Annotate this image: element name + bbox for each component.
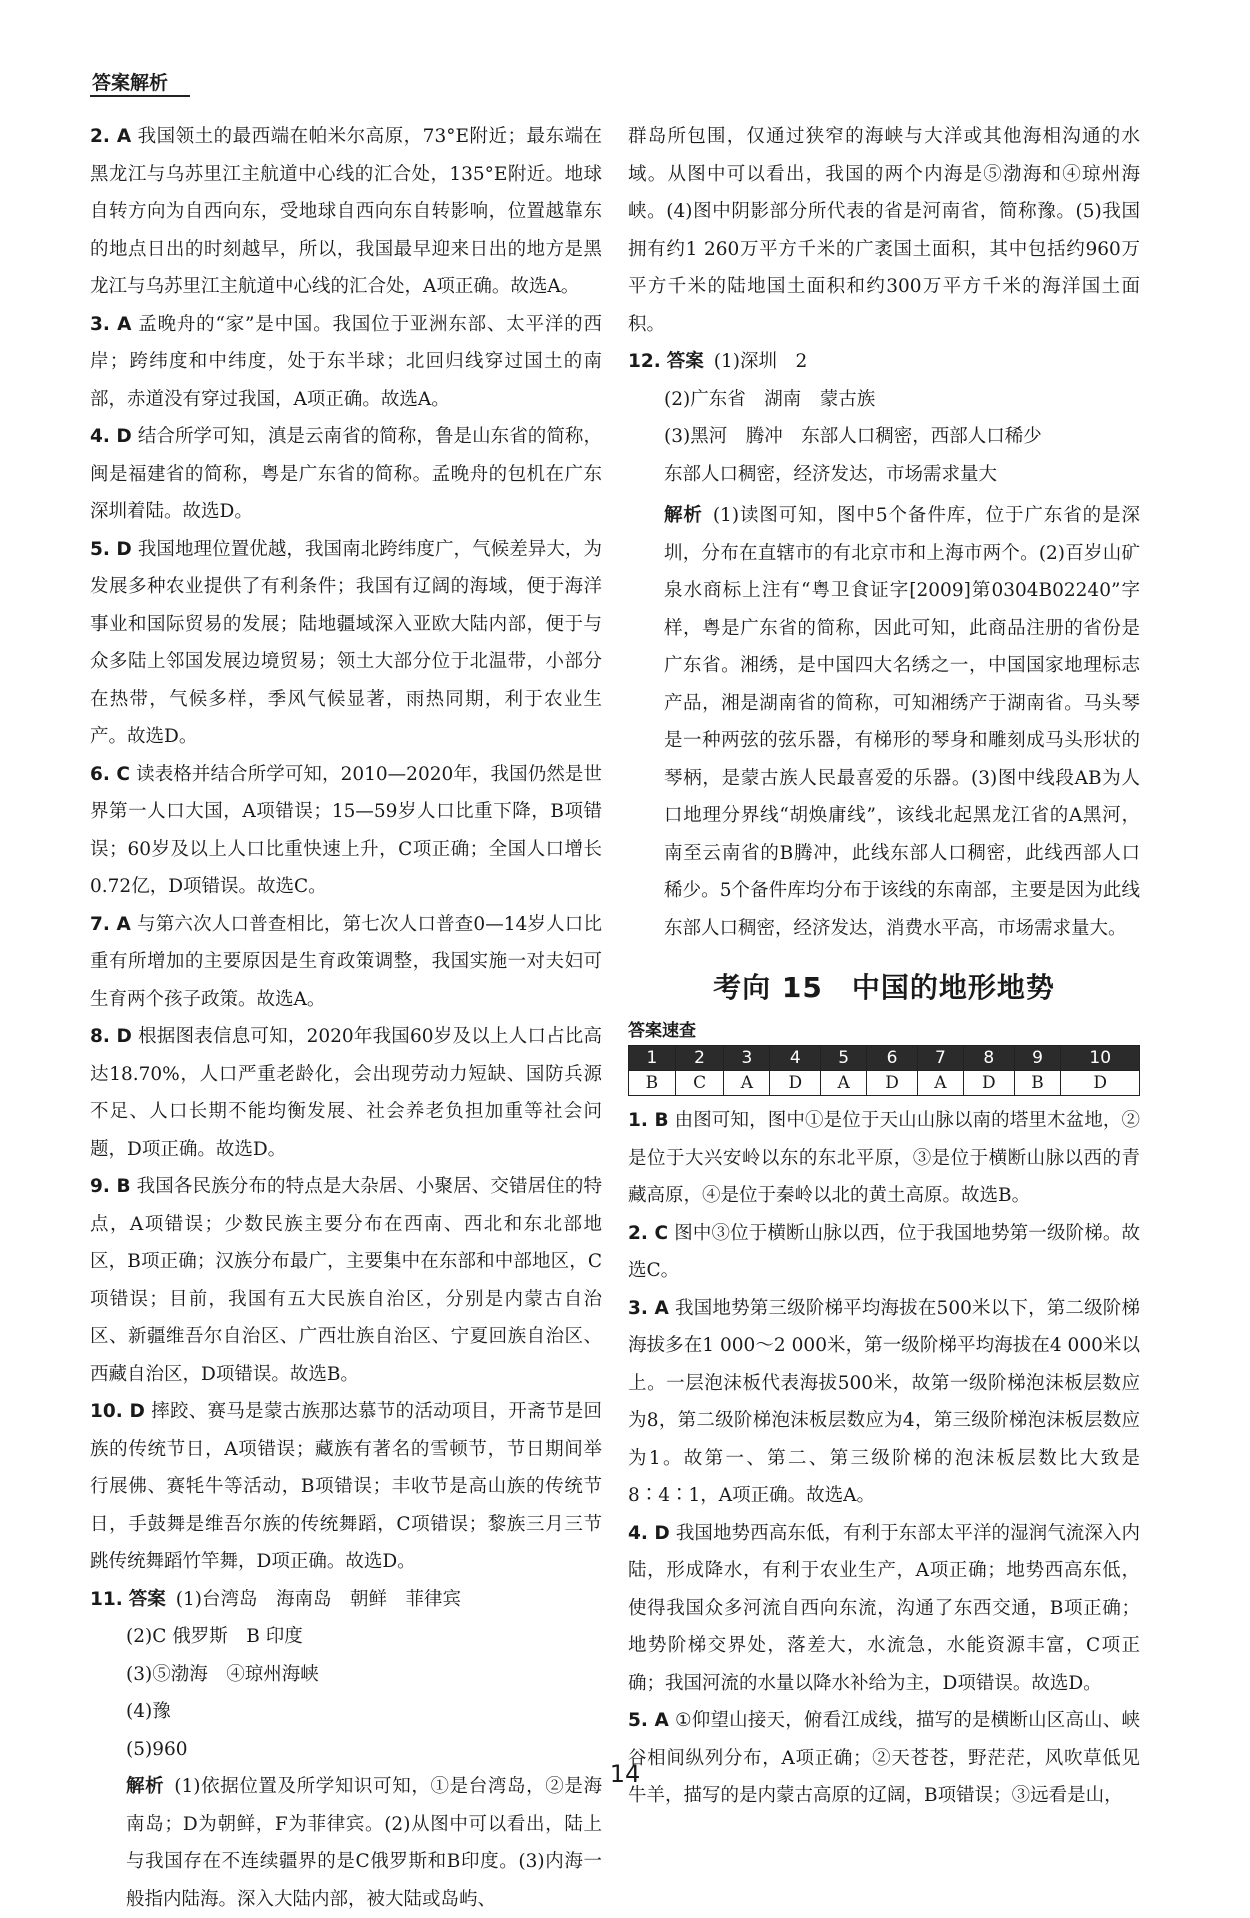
item-number: 12. xyxy=(628,351,661,372)
item-number: 2. A xyxy=(90,126,132,147)
section-item-4 xyxy=(628,1515,1140,1703)
item-number: 1. B xyxy=(628,1110,669,1131)
analysis-continuation: 群岛所包围，仅通过狭窄的海峡与大洋或其他海相沟通的水域。从图中可以看出，我国的两个内海是⑤渤海和④琼州海峡。(4)图中阴影部分所代表的省是河南省，简称豫。(5)我国拥有约1 260万平方千米的广袤国土面积，其中包括约960万平方千米的陆地国土面积和约300万平方千米的海洋国土面积。 xyxy=(628,126,1140,335)
item-number: 5. A xyxy=(628,1710,669,1731)
answer-cell: B xyxy=(1014,1071,1061,1096)
answer-cell: C xyxy=(675,1071,724,1096)
analysis-paragraph xyxy=(628,497,1140,947)
answer-item-9 xyxy=(90,1168,602,1393)
section-title: 考向 15 中国的地形地势 xyxy=(713,971,1055,1004)
answer-tag: 答案 xyxy=(128,1588,166,1610)
analysis-tag: 解析 xyxy=(664,505,703,526)
answer-item-2 xyxy=(90,118,602,306)
item-text: 图中③位于横断山脉以西，位于我国地势第一级阶梯。故选C。 xyxy=(628,1222,1140,1281)
answer-item-5 xyxy=(90,531,602,756)
answer-cell: D xyxy=(770,1071,821,1096)
item-number: 3. A xyxy=(90,313,132,335)
header-label: 答案解析 xyxy=(92,72,169,94)
left-column xyxy=(90,118,602,1918)
question-number-cell: 3 xyxy=(724,1046,770,1071)
section-item-2 xyxy=(628,1215,1140,1290)
answer-item-12 xyxy=(628,343,1140,381)
item-text: 我国地势西高东低，有利于东部太平洋的湿润气流深入内陆，形成降水，有利于农业生产，A项正确；地势西高东低，使得我国众多河流自西向东流，沟通了东西交通，B项正确；地势阶梯交界处，落差大，水流急，水能资源丰富，C项正确；我国河流的水量以降水补给为主，D项错误。故选D。 xyxy=(628,1522,1140,1694)
item-text: 与第六次人口普查相比，第七次人口普查0—14岁人口比重有所增加的主要原因是生育政策调整，我国实施一对夫妇可生育两个孩子政策。故选A。 xyxy=(90,913,602,1010)
answer-line: (1)台湾岛 海南岛 朝鲜 菲律宾 xyxy=(175,1588,462,1610)
item-number: 11. xyxy=(90,1588,123,1610)
section-item-3 xyxy=(628,1290,1140,1515)
answer-table-answer-row xyxy=(629,1071,1140,1096)
item-text: ①仰望山接天，俯看江成线，描写的是横断山区高山、峡谷相间纵列分布，A项正确；②天苍苍，野茫茫，风吹草低见牛羊，描写的是内蒙古高原的辽阔，B项错误；③远看是山， xyxy=(628,1710,1140,1806)
answer-cell: A xyxy=(821,1071,867,1096)
answer-item-3 xyxy=(90,306,602,419)
item-number: 8. D xyxy=(90,1026,132,1047)
answer-line: (5)960 xyxy=(126,1738,188,1760)
item-text: 我国领土的最西端在帕米尔高原，73°E附近；最东端在黑龙江与乌苏里江主航道中心线的汇合处，135°E附近。地球自转方向为自西向东，受地球自西向东自转影响，位置越靠东的地点日出的时刻越早，所以，我国最早迎来日出的地方是黑龙江与乌苏里江主航道中心线的汇合处，A项正确。故选A。 xyxy=(90,126,602,297)
answer-line: 东部人口稠密，经济发达，市场需求量大 xyxy=(664,463,998,485)
answer-cell: D xyxy=(963,1071,1014,1096)
question-number-cell: 7 xyxy=(917,1046,963,1071)
item-number: 9. B xyxy=(90,1176,131,1197)
section-item-1 xyxy=(628,1102,1140,1215)
answer-line: (4)豫 xyxy=(126,1701,171,1722)
item-text: 孟晚舟的“家”是中国。我国位于亚洲东部、太平洋的西岸；跨纬度和中纬度，处于东半球；北回归线穿过国土的南部，赤道没有穿过我国，A项正确。故选A。 xyxy=(90,313,602,410)
answer-cell: D xyxy=(867,1071,918,1096)
answer-item-10 xyxy=(90,1393,602,1581)
item-text: 由图可知，图中①是位于天山山脉以南的塔里木盆地，②是位于大兴安岭以东的东北平原，③是位于横断山脉以西的青藏高原，④是位于秦岭以北的黄土高原。故选B。 xyxy=(628,1110,1140,1206)
answer-cell: A xyxy=(724,1071,770,1096)
question-number-cell: 8 xyxy=(963,1046,1014,1071)
answer-item-6 xyxy=(90,756,602,906)
analysis-paragraph xyxy=(90,1768,602,1918)
quick-answer-label: 答案速查 xyxy=(628,1021,696,1041)
question-number-cell: 6 xyxy=(867,1046,918,1071)
answer-line: (1)深圳 2 xyxy=(713,351,808,372)
question-number-cell: 1 xyxy=(629,1046,676,1071)
answer-line: (3)黑河 腾冲 东部人口稠密，西部人口稀少 xyxy=(664,426,1042,447)
answer-line: (3)⑤渤海 ④琼州海峡 xyxy=(126,1663,319,1685)
question-number-cell: 2 xyxy=(675,1046,724,1071)
question-number-cell: 4 xyxy=(770,1046,821,1071)
right-column xyxy=(628,118,1140,1815)
item-number: 4. D xyxy=(628,1522,670,1544)
answer-item-8 xyxy=(90,1018,602,1168)
analysis-tag: 解析 xyxy=(126,1776,165,1797)
item-number: 5. D xyxy=(90,538,132,560)
question-number-cell: 5 xyxy=(821,1046,867,1071)
answer-item-11 xyxy=(90,1581,602,1619)
answer-tag: 答案 xyxy=(666,351,704,372)
item-text: 我国地势第三级阶梯平均海拔在500米以下，第二级阶梯海拔多在1 000～2 000米，第一级阶梯平均海拔在4 000米以上。一层泡沫板代表海拔500米，故第一级阶梯泡沫板层数应为8，第二级阶梯泡沫板层数应为4，第三级阶梯泡沫板层数应为1。故第一、第二、第三级阶梯的泡沫板层数比大致是8∶4∶1，A项正确。故选A。 xyxy=(628,1297,1140,1506)
answer-item-7 xyxy=(90,906,602,1019)
answer-line: (2)广东省 湖南 蒙古族 xyxy=(664,388,876,410)
item-text: 我国地理位置优越，我国南北跨纬度广，气候差异大，为发展多种农业提供了有利条件；我国有辽阔的海域，便于海洋事业和国际贸易的发展；陆地疆域深入亚欧大陆内部，便于与众多陆上邻国发展边境贸易；领土大部分位于北温带，小部分在热带，气候多样，季风气候显著，雨热同期，利于农业生产。故选D。 xyxy=(90,538,602,747)
page-number: 14 xyxy=(609,1760,641,1788)
answer-line: (2)C 俄罗斯 B 印度 xyxy=(126,1626,303,1647)
analysis-text: (1)读图可知，图中5个备件库，位于广东省的是深圳，分布在直辖市的有北京市和上海市两个。(2)百岁山矿泉水商标上注有“粤卫食证字[2009]第0304B02240”字样，粤是广东省的简称，因此可知，此商品注册的省份是广东省。湘绣，是中国四大名绣之一，中国国家地理标志产品，湘是湖南省的简称，可知湘绣产于湖南省。马头琴是一种两弦的弦乐器，有梯形的琴身和雕刻成马头形状的琴柄，是蒙古族人民最喜爱的乐器。(3)图中线段AB为人口地理分界线“胡焕庸线”，该线北起黑龙江省的A黑河，南至云南省的B腾冲，此线东部人口稠密，此线西部人口稀少。5个备件库均分布于该线的东南部，主要是因为此线东部人口稠密，经济发达，消费水平高，市场需求量大。 xyxy=(664,505,1140,939)
question-number-cell: 10 xyxy=(1061,1046,1140,1071)
answer-table xyxy=(628,1045,1140,1096)
item-text: 读表格并结合所学可知，2010—2020年，我国仍然是世界第一人口大国，A项错误；15—59岁人口比重下降，B项错误；60岁及以上人口比重快速上升，C项正确；全国人口增长0.72亿，D项错误。故选C。 xyxy=(90,763,602,897)
item-text: 结合所学可知，滇是云南省的简称，鲁是山东省的简称，闽是福建省的简称，粤是广东省的简称。孟晚舟的包机在广东深圳着陆。故选D。 xyxy=(90,426,602,522)
item-number: 4. D xyxy=(90,426,132,447)
item-text: 根据图表信息可知，2020年我国60岁及以上人口占比高达18.70%，人口严重老龄化，会出现劳动力短缺、国防兵源不足、人口长期不能均衡发展、社会养老负担加重等社会问题，D项正确。故选D。 xyxy=(90,1026,603,1160)
item-number: 6. C xyxy=(90,763,131,785)
item-number: 2. C xyxy=(628,1222,669,1244)
item-number: 7. A xyxy=(90,913,131,935)
item-text: 摔跤、赛马是蒙古族那达慕节的活动项目，开斋节是回族的传统节日，A项错误；藏族有著名的雪顿节，节日期间举行展佛、赛牦牛等活动，B项错误；丰收节是高山族的传统节日，手鼓舞是维吾尔族的传统舞蹈，C项错误；黎族三月三节跳传统舞蹈竹竿舞，D项正确。故选D。 xyxy=(90,1401,602,1572)
answer-table-header-row xyxy=(629,1046,1140,1071)
analysis-text: (1)依据位置及所学知识可知，①是台湾岛，②是海南岛；D为朝鲜，F为菲律宾。(2)从图中可以看出，陆上与我国存在不连续疆界的是C俄罗斯和B印度。(3)内海一般指内陆海。深入大陆内部，被大陆或岛屿、 xyxy=(126,1776,602,1910)
item-number: 3. A xyxy=(628,1297,669,1319)
question-number-cell: 9 xyxy=(1014,1046,1061,1071)
section-item-5 xyxy=(628,1702,1140,1815)
header-divider xyxy=(90,95,190,97)
item-text: 我国各民族分布的特点是大杂居、小聚居、交错居住的特点，A项错误；少数民族主要分布在西南、西北和东北部地区，B项正确；汉族分布最广，主要集中在东部和中部地区，C项错误；目前，我国有五大民族自治区，分别是内蒙古自治区、新疆维吾尔自治区、广西壮族自治区、宁夏回族自治区、西藏自治区，D项错误。故选B。 xyxy=(90,1176,602,1385)
answer-cell: A xyxy=(917,1071,963,1096)
answer-cell: B xyxy=(629,1071,676,1096)
answer-cell: D xyxy=(1061,1071,1140,1096)
answer-item-4 xyxy=(90,418,602,531)
item-number: 10. D xyxy=(90,1401,145,1422)
